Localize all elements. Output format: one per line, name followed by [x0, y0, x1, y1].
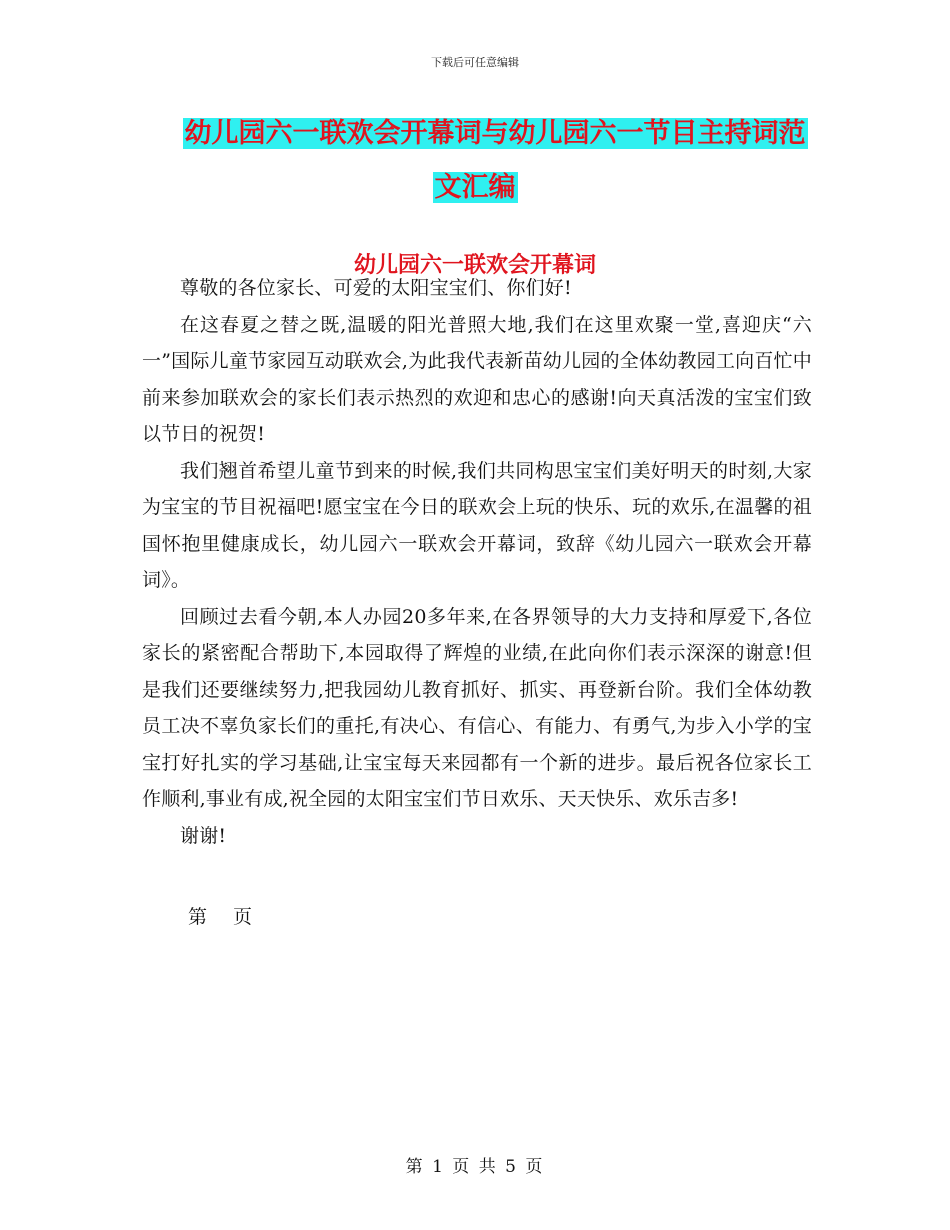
paragraph-thanks: 谢谢! — [180, 824, 227, 847]
page-label-first: 第 — [188, 906, 208, 928]
title-line-1: 幼儿园六一联欢会开幕词与幼儿园六一节目主持词范 — [184, 118, 806, 149]
paragraph-greeting: 尊敬的各位家长、可爱的太阳宝宝们、你们好! — [180, 277, 572, 299]
title-line-2: 文汇编 — [434, 172, 516, 203]
paragraph-wishes: 我们翘首希望儿童节到来的时候,我们共同构思宝宝们美好明天的时刻,大家为宝宝的节目祝福吧!愿宝宝在今日的联欢会上玩的快乐、玩的欢乐,在温馨的祖国怀抱里健康成长，幼儿园六一联欢会开幕词，致辞《幼儿园六一联欢会开幕词》。 — [142, 459, 812, 591]
page-label-second: 页 — [233, 906, 253, 928]
page-label — [188, 902, 252, 929]
paragraph-welcome: 在这春夏之替之既,温暖的阳光普照大地,我们在这里欢聚一堂,喜迎庆“六一”国际儿童节家园互动联欢会,为此我代表新苗幼儿园的全体幼教园工向百忙中前来参加联欢会的家长们表示热烈的欢迎和忠心的感谢!向天真活泼的宝宝们致以节日的祝贺! — [142, 313, 812, 445]
header-note: 下载后可任意编辑 — [431, 56, 519, 69]
page-footer: 第 1 页 共 5 页 — [405, 1157, 545, 1177]
document-title — [0, 112, 950, 210]
paragraph-review: 回顾过去看今朝,本人办园20多年来,在各界领导的大力支持和厚爱下,各位家长的紧密配合帮助下,本园取得了辉煌的业绩,在此向你们表示深深的谢意!但是我们还要继续努力,把我园幼儿教育抓好、抓实、再登新台阶。我们全体幼教员工决不辜负家长们的重托,有决心、有信心、有能力、有勇气,为步入小学的宝宝打好扎实的学习基础,让宝宝每天来园都有一个新的进步。最后祝各位家长工作顺利,事业有成,祝全园的太阳宝宝们节日欢乐、天天快乐、欢乐吉多! — [142, 605, 812, 810]
body-text — [142, 270, 812, 854]
section-title: 幼儿园六一联欢会开幕词 — [353, 253, 596, 278]
